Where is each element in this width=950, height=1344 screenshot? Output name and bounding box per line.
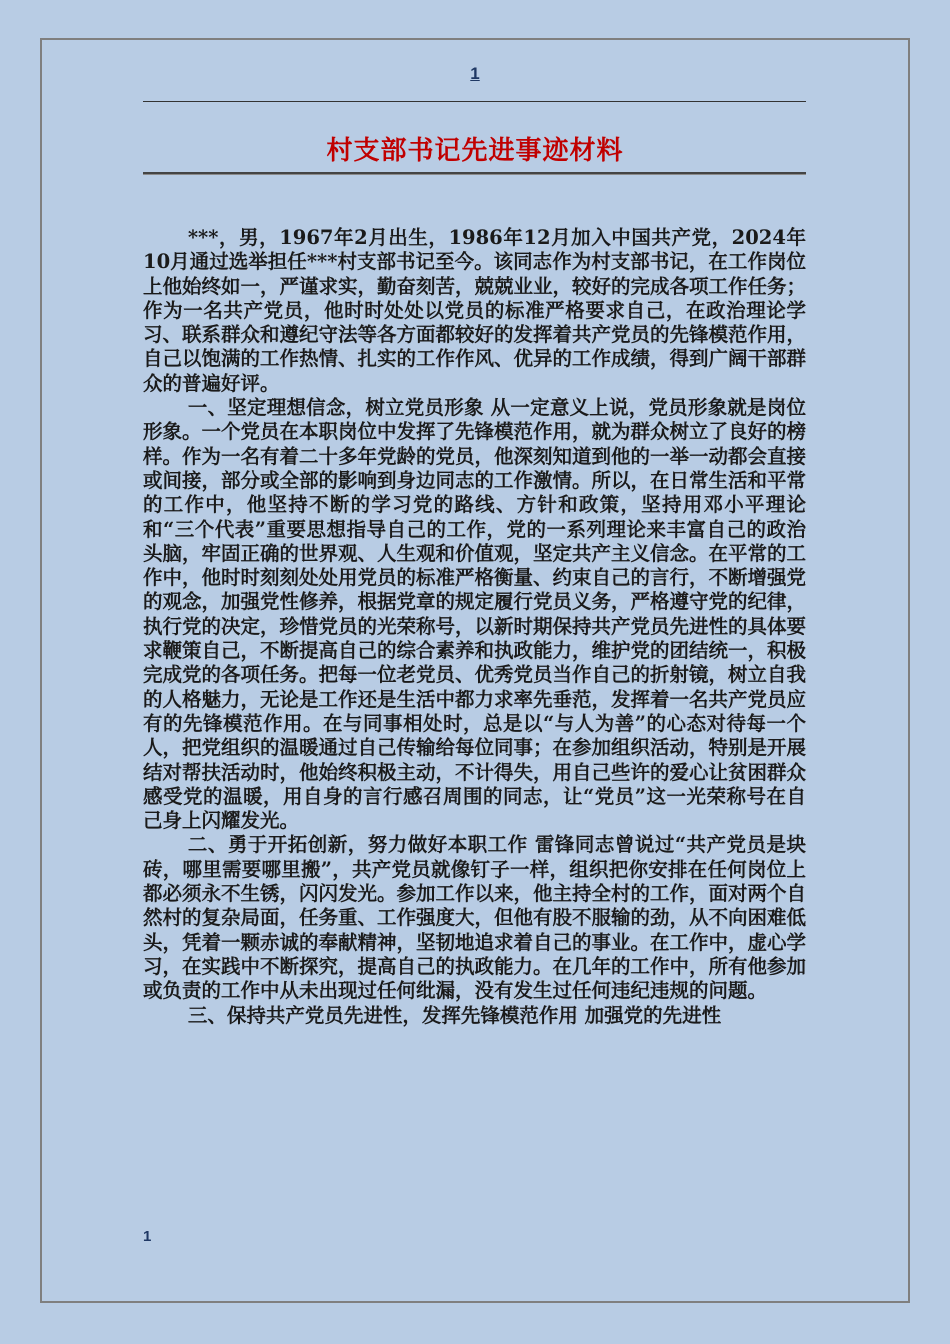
footer-page-number: 1 (143, 1228, 152, 1245)
header-page-number: 1 (470, 64, 480, 83)
body-paragraph: ***，男，1967年2月出生，1986年12月加入中国共产党，2024年10月通过选举担任***村支部书记至今。该同志作为村支部书记，在工作岗位上他始终如一，严谨求实，勤奋刻苦，兢兢业业，较好的完成各项工作任务；作为一名共产党员，他时时处处以党员的标准严格要求自己，在政治理论学习、联系群众和遵纪守法等各方面都较好的发挥着共产党员的先锋模范作用，自己以饱满的工作热情、扎实的工作作风、优异的工作成绩，得到广阔干部群众的普遍好评。 (143, 226, 807, 395)
body-paragraph: 二、勇于开拓创新，努力做好本职工作 雷锋同志曾说过“共产党员是块砖，哪里需要哪里搬”，共产党员就像钉子一样，组织把你安排在任何岗位上都必须永不生锈，闪闪发光。参加工作以来，他主持全村的工作，面对两个自然村的复杂局面，任务重、工作强度大，但他有股不服输的劲，从不向困难低头，凭着一颗赤诚的奉献精神，坚韧地追求着自己的事业。在工作中，虚心学习，在实践中不断探究，提高自己的执政能力。在几年的工作中，所有他参加或负责的工作中从未出现过任何纰漏，没有发生过任何违纪违规的问题。 (143, 833, 807, 1003)
document-title: 村支部书记先进事迹材料 (326, 136, 624, 166)
title-divider (143, 172, 806, 174)
body-paragraph: 三、保持共产党员先进性，发挥先锋模范作用 加强党的先进性 (187, 1003, 722, 1027)
document-body (143, 226, 806, 1028)
body-paragraph: 一、坚定理想信念，树立党员形象 从一定意义上说，党员形象就是岗位形象。一个党员在本职岗位中发挥了先锋模范作用，就为群众树立了良好的榜样。作为一名有着二十多年党龄的党员，他深刻知道到他的一举一动都会直接或间接，部分或全部的影响到身边同志的工作激情。所以，在日常生活和平常的工作中，他坚持不断的学习党的路线、方针和政策，坚持用邓小平理论和“三个代表”重要思想指导自己的工作，党的一系列理论来丰富自己的政治头脑，牢固正确的世界观、人生观和价值观，坚定共产主义信念。在平常的工作中，他时时刻刻处处用党员的标准严格衡量、约束自己的言行，不断增强党的观念，加强党性修养，根据党章的规定履行党员义务，严格遵守党的纪律，执行党的决定，珍惜党员的光荣称号，以新时期保持共产党员先进性的具体要求鞭策自己，不断提高自己的综合素养和执政能力，维护党的团结统一，积极完成党的各项任务。把每一位老党员、优秀党员当作自己的折射镜，树立自我的人格魅力，无论是工作还是生活中都力求率先垂范，发挥着一名共产党员应有的先锋模范作用。在与同事相处时，总是以“与人为善”的心态对待每一个人，把党组织的温暖通过自己传输给每位同事；在参加组织活动，特别是开展结对帮扶活动时，他始终积极主动，不计得失，用自己些许的爱心让贫困群众感受党的温暖，用自身的言行感召周围的同志，让“党员”这一光荣称号在自己身上闪耀发光。 (143, 396, 807, 833)
header-divider (143, 101, 806, 102)
